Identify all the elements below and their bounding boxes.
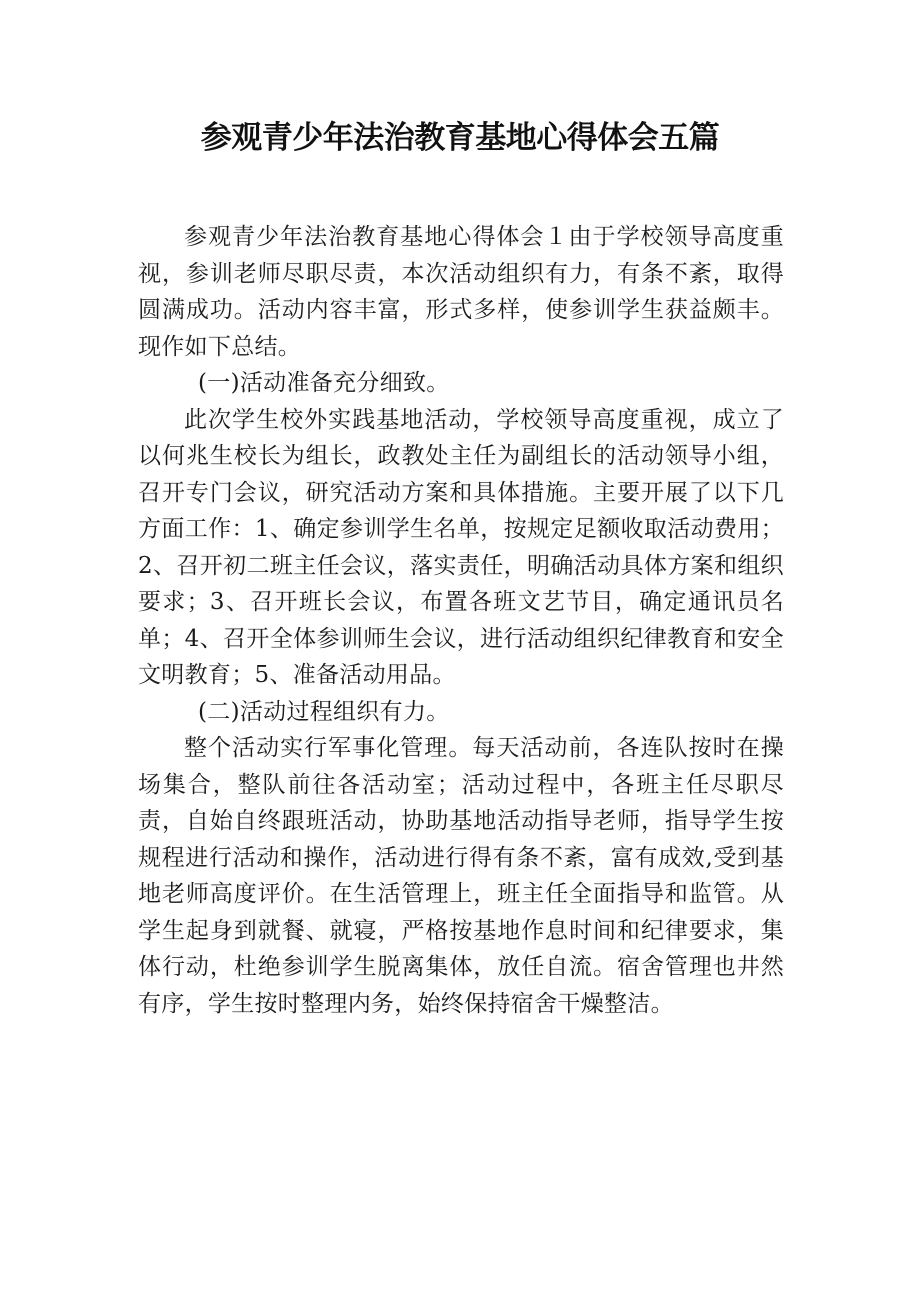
paragraph-preparation: 此次学生校外实践基地活动，学校领导高度重视，成立了以何兆生校长为组长，政教处主任为副组长的活动领导小组，召开专门会议，研究活动方案和具体措施。主要开展了以下几方面工作：1、确定参训学生名单，按规定足额收取活动费用；2、召开初二班主任会议，落实责任，明确活动具体方案和组织要求；3、召开班长会议，布置各班文艺节目，确定通讯员名单；4、召开全体参训师生会议，进行活动组织纪律教育和安全文明教育；5、准备活动用品。 [138, 406, 784, 688]
section-heading-2: (二)活动过程组织有力。 [198, 698, 450, 725]
document-body [138, 219, 784, 1022]
section-heading-1: (一)活动准备充分细致。 [198, 370, 450, 396]
document-title: 参观青少年法治教育基地心得体会五篇 [200, 120, 720, 156]
paragraph-process: 整个活动实行军事化管理。每天活动前，各连队按时在操场集合，整队前往各活动室；活动过程中，各班主任尽职尽责，自始自终跟班活动，协助基地活动指导老师，指导学生按规程进行活动和操作，活动进行得有条不紊，富有成效,受到基地老师高度评价。在生活管理上，班主任全面指导和监管。从学生起身到就餐、就寝，严格按基地作息时间和纪律要求，集体行动，杜绝参训学生脱离集体，放任自流。宿舍管理也井然有序，学生按时整理内务，始终保持宿舍干燥整洁。 [138, 735, 784, 1017]
paragraph-intro: 参观青少年法治教育基地心得体会１由于学校领导高度重视，参训老师尽职尽责，本次活动组织有力，有条不紊，取得圆满成功。活动内容丰富，形式多样，使参训学生获益颇丰。现作如下总结。 [138, 224, 784, 360]
